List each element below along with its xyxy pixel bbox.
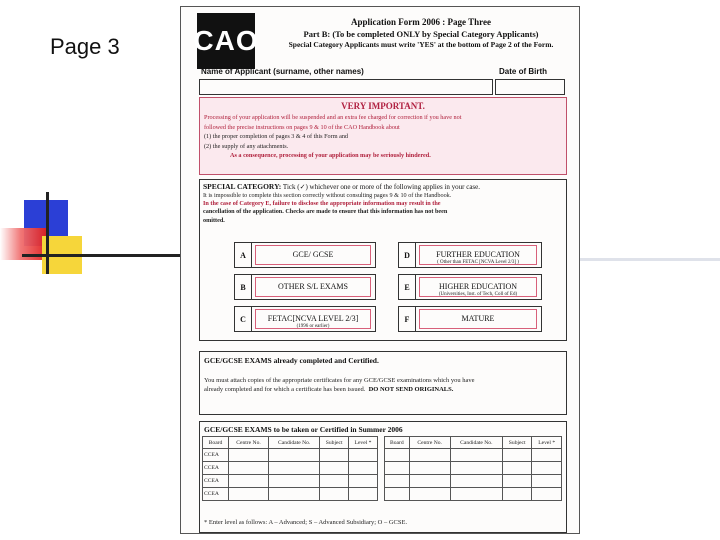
category-b-option[interactable]: B OTHER S/L EXAMS xyxy=(234,274,376,300)
category-e-option[interactable]: E HIGHER EDUCATION (Universities, Inst. of Tech, Coll of Ed) xyxy=(398,274,542,300)
table-row[interactable] xyxy=(385,449,562,462)
applicant-name-label: Name of Applicant (surname, other names) xyxy=(201,67,364,76)
special-category-section xyxy=(199,179,567,341)
table-row[interactable]: CCEA xyxy=(203,475,378,488)
date-of-birth-field[interactable] xyxy=(495,79,565,95)
applicant-name-field[interactable] xyxy=(199,79,493,95)
decor-horizontal-line xyxy=(22,254,182,257)
decor-gray-line xyxy=(564,258,720,261)
category-d-option[interactable]: D FURTHER EDUCATION ( Other than FETAC [NCVA Level 2/3] ) xyxy=(398,242,542,268)
gce-completed-section xyxy=(199,351,567,415)
gce-to-be-taken-title: GCE/GCSE EXAMS to be taken or Certified in Summer 2006 xyxy=(204,425,403,434)
table-row[interactable] xyxy=(385,488,562,501)
table-row[interactable]: CCEA xyxy=(203,449,378,462)
decor-vertical-line xyxy=(46,192,49,274)
gce-completed-title: GCE/GCSE EXAMS already completed and Certified. xyxy=(204,356,379,365)
very-important-notice xyxy=(199,97,567,175)
level-note: * Enter level as follows: A – Advanced; S – Advanced Subsidiary; O – GCSE. xyxy=(204,519,408,526)
slide-page-label: Page 3 xyxy=(50,34,120,59)
table-row[interactable] xyxy=(385,462,562,475)
special-category-title: SPECIAL CATEGORY: Tick (✓) whichever one or more of the following applies in your case. xyxy=(203,182,481,191)
table-row[interactable]: CCEA xyxy=(203,462,378,475)
cao-logo: CAO xyxy=(197,13,255,69)
category-c-option[interactable]: C FETAC[NCVA LEVEL 2/3] (1996 or earlier) xyxy=(234,306,376,332)
special-category-text: It is impossible to complete this section correctly without consulting pages 9 & 10 of the Handbook. In the case of Category E, failure to disclose the appropriate information may result in the cancellation of the application. Checks are made to ensure that this information has not been omitted. xyxy=(203,192,452,224)
date-of-birth-label: Date of Birth xyxy=(499,67,547,76)
form-title: Application Form 2006 : Page Three xyxy=(351,17,491,27)
very-important-text: Processing of your application will be suspended and an extra fee charged for correction if you have not followed the precise instructions on pages 9 & 10 of the CAO Handbook about (1) the proper completion of pages 3 & 4 of this Form and (2) the supply of any attachments. As a consequence, processing of your application may be seriously hindered. xyxy=(204,114,462,160)
very-important-title: VERY IMPORTANT. xyxy=(341,101,425,111)
table-row[interactable] xyxy=(385,475,562,488)
exams-table-left: Board Centre No. Candidate No. Subject Level * CCEA CCEA CCEA CCEA xyxy=(202,436,378,501)
application-form-page xyxy=(180,6,580,534)
gce-to-be-taken-section xyxy=(199,421,567,533)
gce-completed-text: You must attach copies of the appropriate certificates for any GCE/GCSE examinations which you have already completed and for which a certificate has been issued. DO NOT SEND ORIGINALS. xyxy=(204,377,475,393)
exams-table-right: Board Centre No. Candidate No. Subject Level * xyxy=(384,436,562,501)
category-f-option[interactable]: F MATURE xyxy=(398,306,542,332)
table-row[interactable]: CCEA xyxy=(203,488,378,501)
form-instruction: Special Category Applicants must write 'YES' at the bottom of Page 2 of the Form. xyxy=(288,40,554,49)
form-part-title: Part B: (To be completed ONLY by Special Category Applicants) xyxy=(303,29,539,39)
category-a-option[interactable]: A GCE/ GCSE xyxy=(234,242,376,268)
